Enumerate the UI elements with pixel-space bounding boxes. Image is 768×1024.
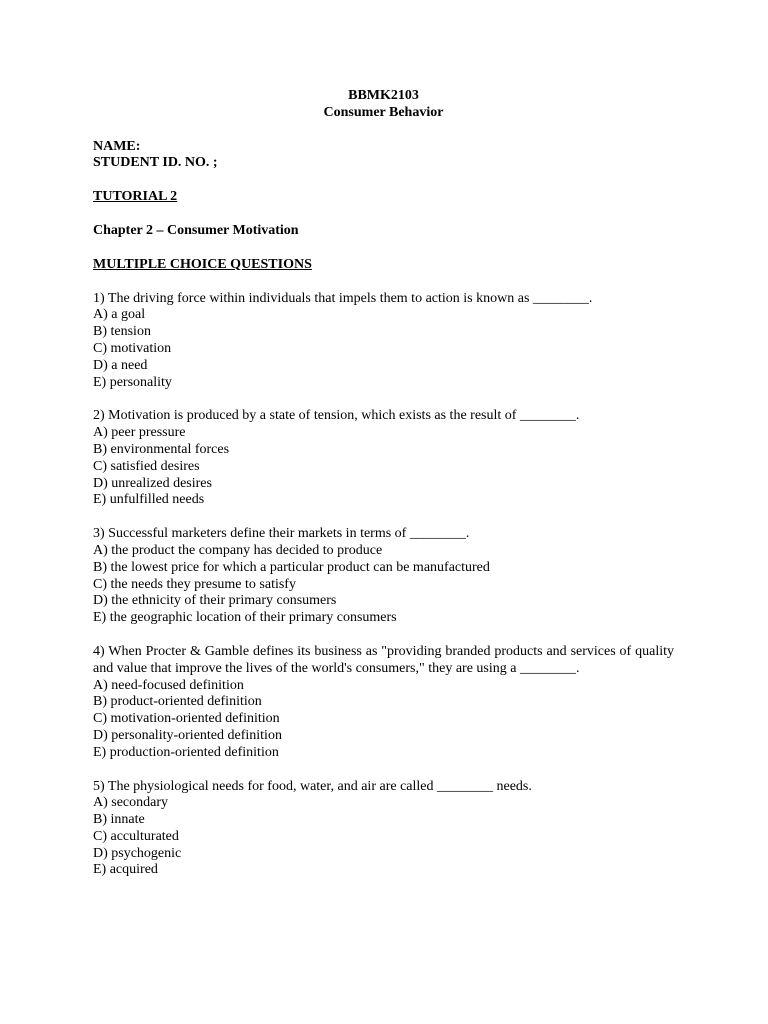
student-id-label: STUDENT ID. NO. ; [93, 155, 218, 171]
option-c: C) motivation [93, 340, 172, 356]
option-d: D) psychogenic [93, 845, 182, 861]
option-e: E) unfulfilled needs [93, 492, 205, 508]
option-d: D) personality-oriented definition [93, 727, 282, 743]
option-e: E) personality [93, 374, 172, 390]
course-code: BBMK2103 [348, 88, 419, 103]
option-b: B) tension [93, 324, 151, 340]
spacer [93, 122, 674, 139]
option-b: B) innate [93, 812, 145, 828]
option-c: C) satisfied desires [93, 458, 200, 474]
option-b: B) environmental forces [93, 441, 230, 457]
section-title: MULTIPLE CHOICE QUESTIONS [93, 256, 312, 272]
chapter-title: Chapter 2 – Consumer Motivation [93, 222, 299, 238]
course-title: Consumer Behavior [323, 104, 444, 120]
option-a: A) the product the company has decided to produce [93, 542, 383, 558]
option-d: D) the ethnicity of their primary consumers [93, 593, 337, 609]
question-5 [93, 779, 674, 880]
option-e: E) production-oriented definition [93, 744, 279, 760]
option-a: A) peer pressure [93, 425, 186, 441]
spacer [93, 240, 674, 257]
question-1 [93, 291, 674, 392]
question-2 [93, 408, 674, 509]
option-c: C) the needs they presume to satisfy [93, 576, 296, 592]
option-b: B) the lowest price for which a particular product can be manufactured [93, 559, 490, 575]
question-stem: 1) The driving force within individuals that impels them to action is known as ________. [93, 290, 593, 306]
option-d: D) unrealized desires [93, 475, 212, 491]
option-a: A) a goal [93, 307, 146, 323]
option-e: E) the geographic location of their primary consumers [93, 610, 397, 626]
question-stem: 2) Motivation is produced by a state of tension, which exists as the result of ________. [93, 408, 580, 424]
option-b: B) product-oriented definition [93, 694, 262, 710]
question-stem: 5) The physiological needs for food, water, and air are called ________ needs. [93, 778, 532, 794]
question-3 [93, 526, 674, 627]
option-c: C) acculturated [93, 828, 179, 844]
question-stem: 3) Successful marketers define their markets in terms of ________. [93, 526, 470, 542]
tutorial-title: TUTORIAL 2 [93, 189, 178, 205]
spacer [93, 274, 674, 291]
option-d: D) a need [93, 357, 148, 373]
question-stem: 4) When Procter & Gamble defines its business as "providing branded products and services of quality and value that improve the lives of the world's consumers," they are using a ________. [93, 643, 674, 676]
name-label: NAME: [93, 138, 141, 154]
spacer [93, 206, 674, 223]
option-a: A) need-focused definition [93, 677, 244, 693]
option-a: A) secondary [93, 795, 169, 811]
spacer [93, 172, 674, 189]
question-4 [93, 644, 674, 762]
option-e: E) acquired [93, 862, 158, 878]
option-c: C) motivation-oriented definition [93, 711, 280, 727]
